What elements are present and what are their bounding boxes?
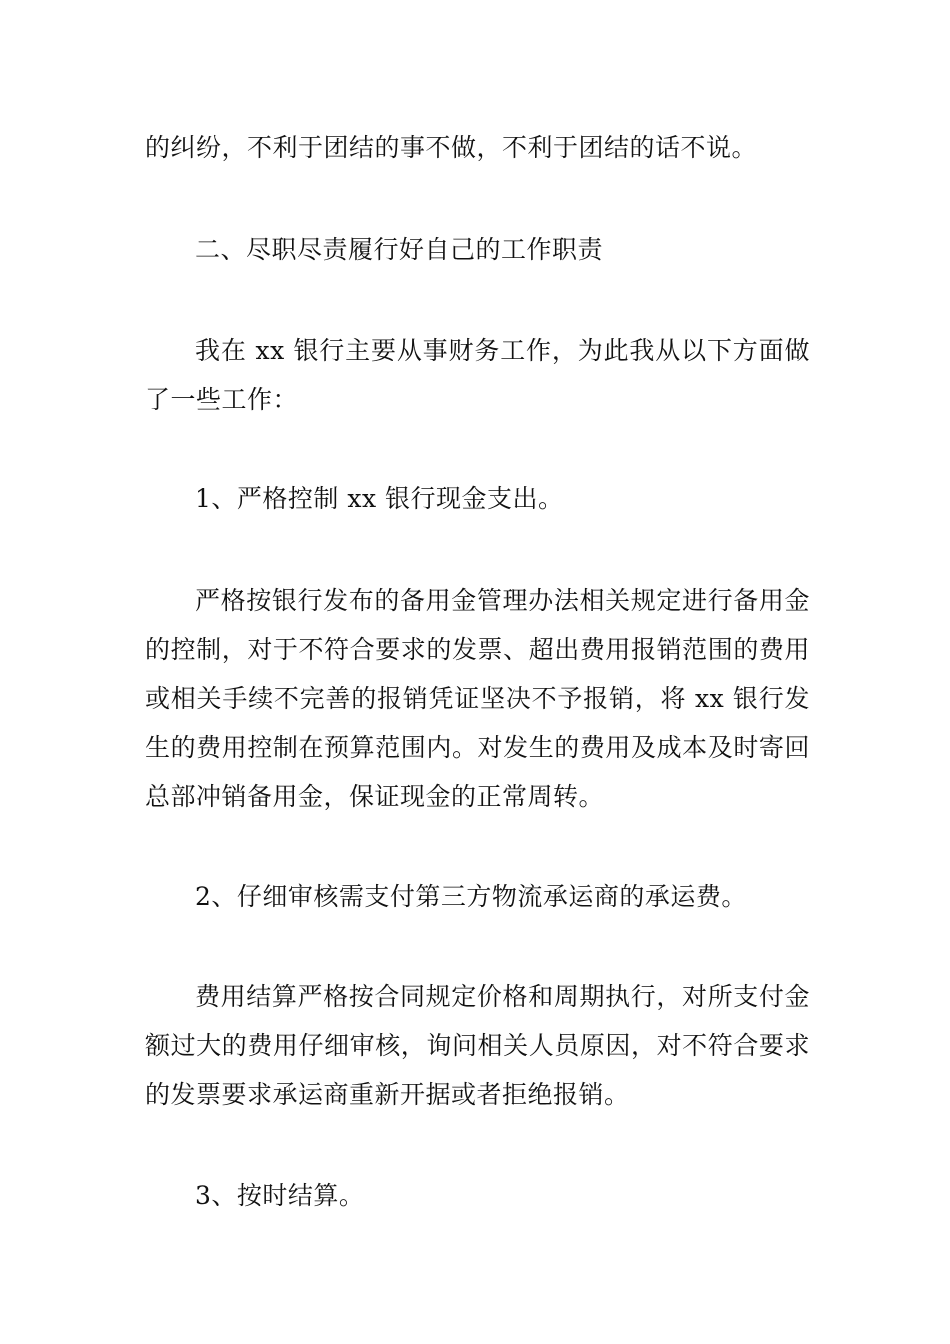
item-heading-2: 2、仔细审核需支付第三方物流承运商的承运费。 bbox=[195, 882, 747, 911]
paragraph-continuation: 的纠纷，不利于团结的事不做，不利于团结的话不说。 bbox=[145, 133, 758, 162]
paragraph-item-1: 严格按银行发布的备用金管理办法相关规定进行备用金的控制，对于不符合要求的发票、超出费用报销范围的费用或相关手续不完善的报销凭证坚决不予报销，将 xx 银行发生的费用控制在预算范围内。对发生的费用及成本及时寄回总部冲销备用金，保证现金的正常周转。 bbox=[145, 586, 810, 811]
paragraph-intro: 我在 xx 银行主要从事财务工作，为此我从以下方面做了一些工作： bbox=[145, 336, 810, 414]
item-heading-3: 3、按时结算。 bbox=[195, 1181, 365, 1210]
item-heading-1: 1、严格控制 xx 银行现金支出。 bbox=[195, 484, 564, 513]
section-heading: 二、尽职尽责履行好自己的工作职责 bbox=[195, 235, 604, 264]
paragraph-item-2: 费用结算严格按合同规定价格和周期执行，对所支付金额过大的费用仔细审核，询问相关人员原因，对不符合要求的发票要求承运商重新开据或者拒绝报销。 bbox=[145, 982, 810, 1109]
